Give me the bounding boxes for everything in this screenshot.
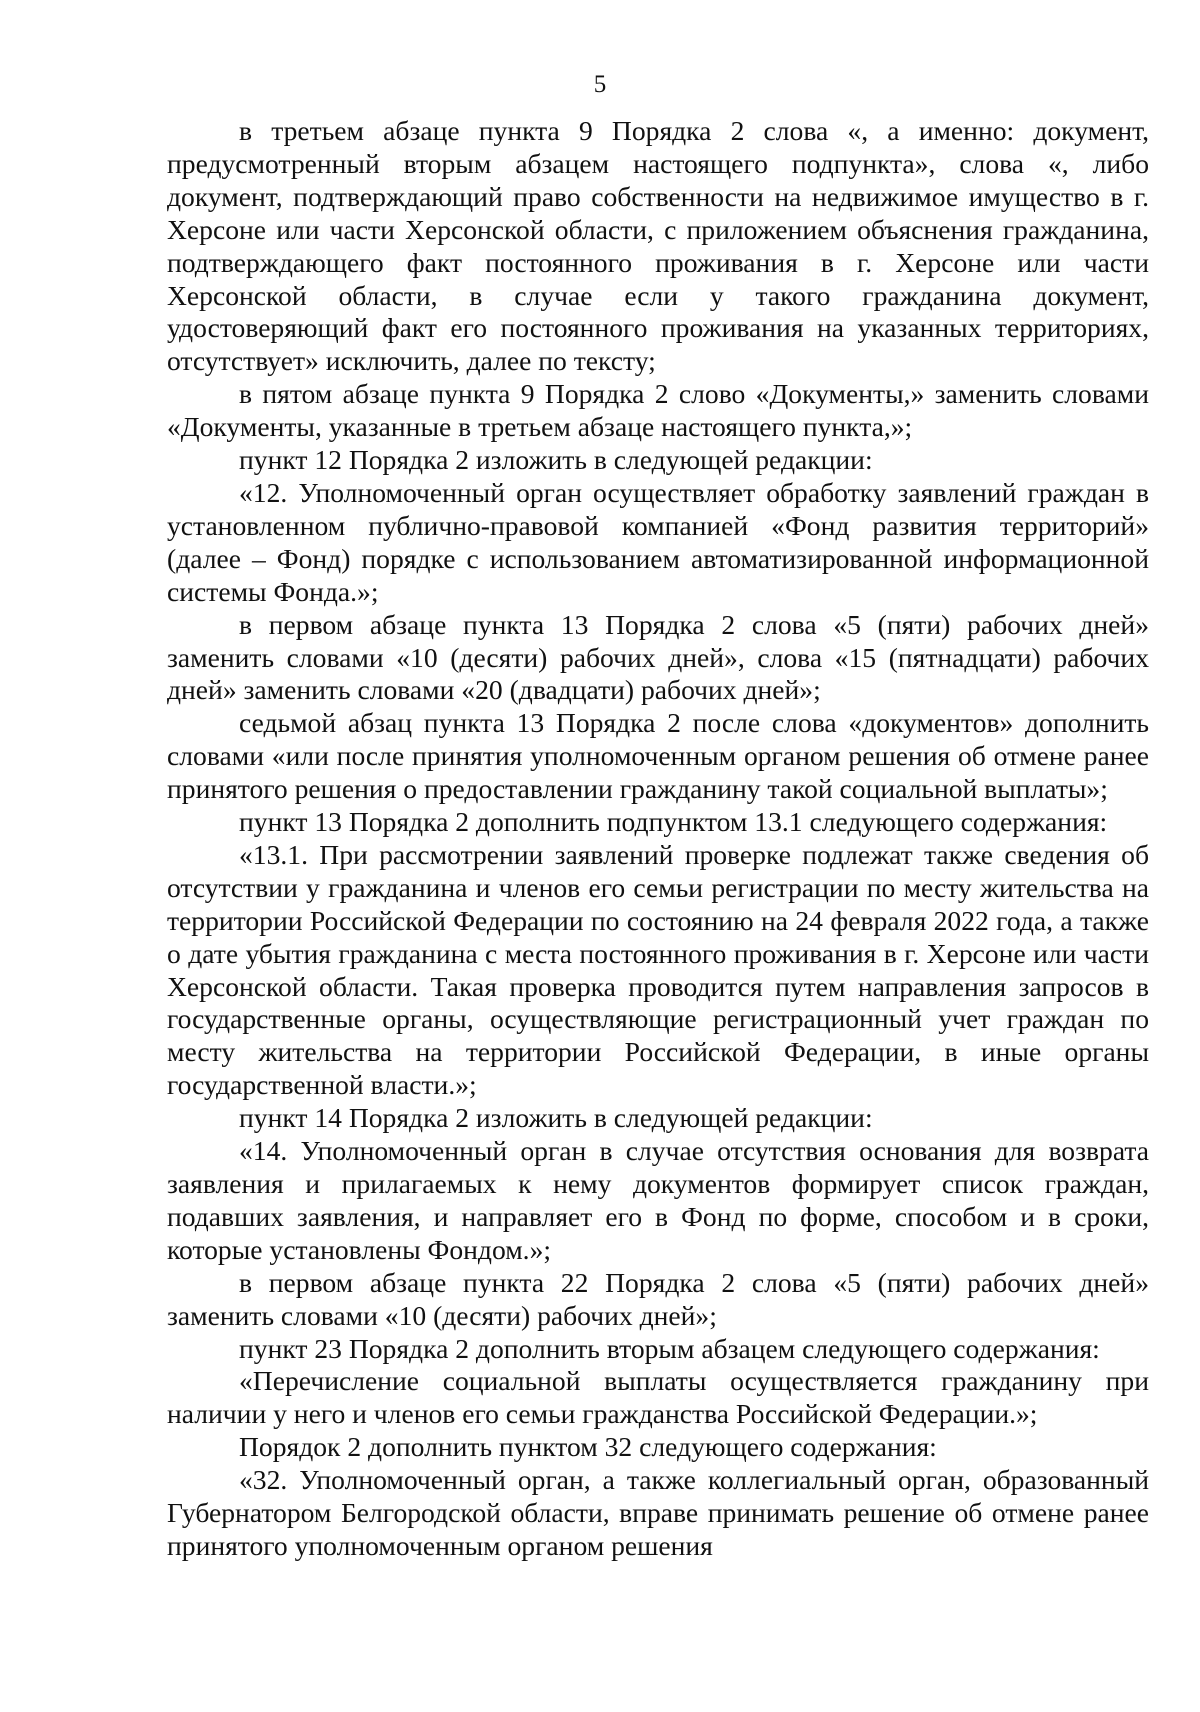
- paragraph: Порядок 2 дополнить пунктом 32 следующего содержания:: [239, 1431, 937, 1463]
- document-body: [167, 115, 1149, 1563]
- paragraph: «14. Уполномоченный орган в случае отсутствия основания для возврата заявления и прилагаемых к нему документов формирует список граждан, подавших заявления, и направляет его в Фонд по форме, способом и в сроки, которые установлены Фондом.»;: [167, 1135, 1149, 1265]
- page-number: 5: [593, 71, 607, 98]
- paragraph: «32. Уполномоченный орган, а также коллегиальный орган, образованный Губернатором Белгородской области, вправе принимать решение об отмене ранее принятого уполномоченным органом решения: [167, 1464, 1149, 1561]
- paragraph: пункт 23 Порядка 2 дополнить вторым абзацем следующего содержания:: [239, 1332, 1100, 1364]
- paragraph: пункт 12 Порядка 2 изложить в следующей редакции:: [239, 444, 873, 476]
- paragraph: пункт 14 Порядка 2 изложить в следующей редакции:: [239, 1102, 873, 1134]
- paragraph: пункт 13 Порядка 2 дополнить подпунктом 13.1 следующего содержания:: [239, 806, 1108, 838]
- paragraph: седьмой абзац пункта 13 Порядка 2 после слова «документов» дополнить словами «или после принятия уполномоченным органом решения об отмене ранее принятого решения о предоставлении гражданину такой социальной выплаты»;: [167, 707, 1149, 805]
- paragraph: в пятом абзаце пункта 9 Порядка 2 слово «Документы,» заменить словами «Документы, указанные в третьем абзаце настоящего пункта,»;: [167, 378, 1149, 443]
- paragraph: «13.1. При рассмотрении заявлений проверке подлежат также сведения об отсутствии у гражданина и членов его семьи регистрации по месту жительства на территории Российской Федерации по состоянию на 24 февраля 2022 года, а также о дате убытия гражданина с места постоянного проживания в г. Херсоне или части Херсонской области. Такая проверка проводится путем направления запросов в государственные органы, осуществляющие регистрационный учет граждан по месту жительства на территории Российской Федерации, в иные органы государственной власти.»;: [167, 838, 1149, 1101]
- paragraph: в третьем абзаце пункта 9 Порядка 2 слова «, а именно: документ, предусмотренный вторым абзацем настоящего подпункта», слова «, либо документ, подтверждающий право собственности на недвижимое имущество в г. Херсоне или части Херсонской области, с приложением объяснения гражданина, подтверждающего факт постоянного проживания в г. Херсоне или части Херсонской области, в случае если у такого гражданина документ, удостоверяющий факт его постоянного проживания на указанных территориях, отсутствует» исключить, далее по тексту;: [167, 115, 1149, 377]
- paragraph: «12. Уполномоченный орган осуществляет обработку заявлений граждан в установленном публично-правовой компанией «Фонд развития территорий» (далее – Фонд) порядке с использованием автоматизированной информационной системы Фонда.»;: [167, 476, 1149, 607]
- paragraph: в первом абзаце пункта 13 Порядка 2 слова «5 (пяти) рабочих дней» заменить словами «10 (десяти) рабочих дней», слова «15 (пятнадцати) рабочих дней» заменить словами «20 (двадцати) рабочих дней»;: [167, 608, 1149, 706]
- paragraph: «Перечисление социальной выплаты осуществляется гражданину при наличии у него и членов его семьи гражданства Российской Федерации.»;: [167, 1365, 1149, 1430]
- paragraph: в первом абзаце пункта 22 Порядка 2 слова «5 (пяти) рабочих дней» заменить словами «10 (десяти) рабочих дней»;: [167, 1266, 1149, 1331]
